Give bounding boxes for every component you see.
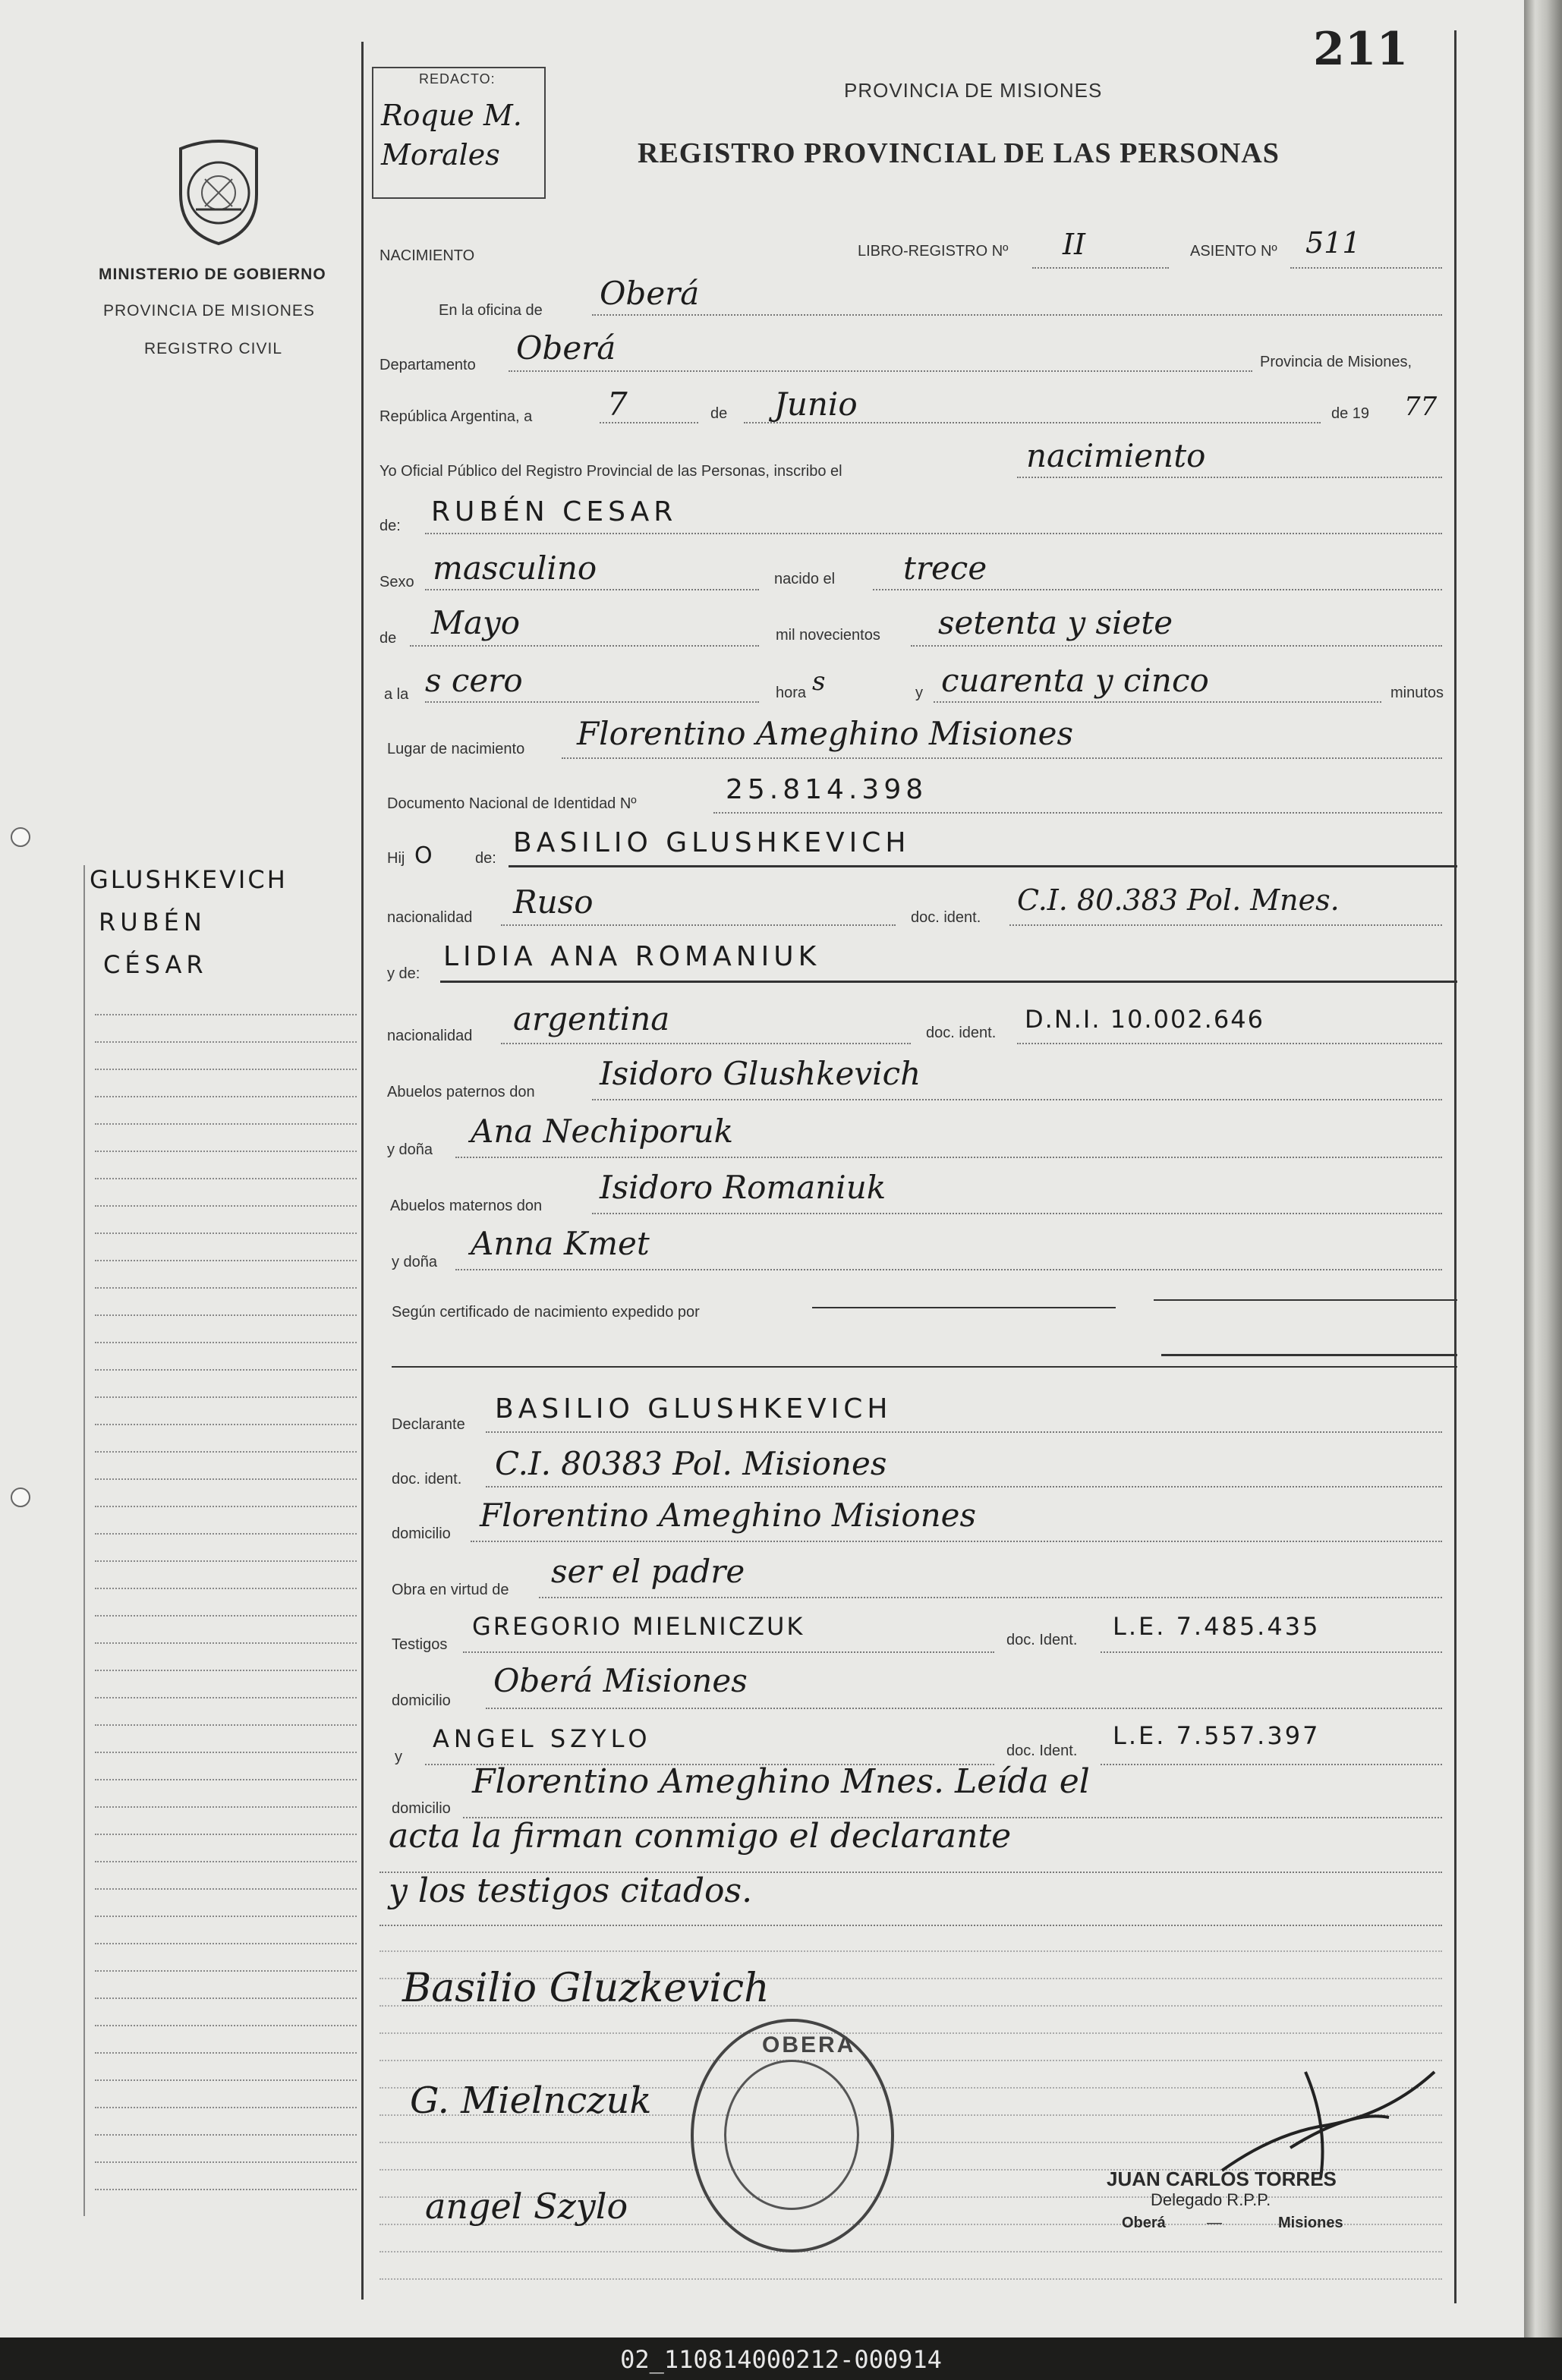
- margin-ruled-line: [95, 2052, 357, 2054]
- domicilio3-label: domicilio: [392, 1800, 451, 1817]
- domicilio1-label: domicilio: [392, 1525, 451, 1542]
- margin-ruled-line: [95, 1151, 357, 1152]
- dia-value: 7: [607, 386, 628, 423]
- continuation-line-1: acta la firman conmigo el declarante: [389, 1817, 1012, 1856]
- margin-ruled-line: [95, 1943, 357, 1944]
- provincia-suffix: Provincia de Misiones,: [1260, 354, 1412, 370]
- y2-label: y: [395, 1749, 402, 1765]
- de-mes-label: de: [379, 630, 397, 647]
- official-place-1: Oberá: [1122, 2215, 1166, 2231]
- ministry-province: PROVINCIA DE MISIONES: [103, 302, 315, 320]
- margin-ruled-line: [95, 1014, 357, 1015]
- declarante-value: BASILIO GLUSHKEVICH: [495, 1393, 893, 1425]
- dotted-line: [934, 701, 1381, 703]
- dotted-line: [539, 1597, 1442, 1598]
- domicilio1-value: Florentino Ameghino Misiones: [480, 1497, 977, 1534]
- oficina-value: Oberá: [600, 275, 700, 312]
- dotted-line: [501, 924, 896, 926]
- abuelos-paternos-label: Abuelos paternos don: [387, 1084, 535, 1100]
- asiento-label: ASIENTO Nº: [1190, 243, 1277, 260]
- nac2-value: argentina: [513, 1000, 670, 1037]
- margin-ruled-line: [95, 2161, 357, 2163]
- mil-value: setenta y siete: [938, 604, 1173, 641]
- redacto-value: Roque M. Morales: [381, 99, 522, 172]
- dotted-line: [592, 1099, 1442, 1100]
- mil-label: mil novecientos: [776, 627, 880, 644]
- doc2-label: doc. ident.: [926, 1025, 997, 1041]
- abuela-materna-value: Anna Kmet: [471, 1225, 650, 1262]
- y-label: y: [915, 685, 923, 701]
- y-de-label: y de:: [387, 965, 420, 982]
- margin-ruled-line: [95, 1834, 357, 1835]
- minutos-label: minutos: [1390, 685, 1444, 701]
- dotted-line: [425, 701, 759, 703]
- margin-left-rule: [83, 865, 85, 2216]
- declarante-label: Declarante: [392, 1416, 465, 1433]
- province-heading: PROVINCIA DE MISIONES: [844, 79, 1103, 102]
- margin-ruled-line: [95, 1287, 357, 1289]
- hora-value: s: [812, 666, 826, 697]
- a-la-label: a la: [384, 686, 409, 703]
- dotted-line: [471, 1541, 1442, 1542]
- de-label: de: [710, 405, 728, 422]
- dotted-line: [873, 589, 1442, 590]
- form-left-rule: [361, 42, 364, 2300]
- dotted-line: [713, 812, 1442, 814]
- redacto-label: REDACTO:: [419, 71, 496, 87]
- signature-ruled-line: [379, 2251, 1442, 2252]
- margin-ruled-line: [95, 1205, 357, 1207]
- dotted-line: [600, 422, 698, 423]
- margin-ruled-line: [95, 1888, 357, 1890]
- margin-ruled-line: [95, 1396, 357, 1398]
- margin-ruled-line: [95, 1041, 357, 1043]
- padre-value: BASILIO GLUSHKEVICH: [513, 827, 911, 858]
- doc4-value: L.E. 7.485.435: [1113, 1612, 1321, 1641]
- continuation-line-2: y los testigos citados.: [389, 1872, 753, 1910]
- signature-ruled-line: [379, 2032, 1442, 2034]
- dotted-line: [486, 1486, 1442, 1488]
- abuelo-paterno-value: Isidoro Glushkevich: [600, 1055, 921, 1092]
- dotted-line: [410, 645, 759, 647]
- dotted-line: [1009, 924, 1442, 926]
- nombre-label: de:: [379, 518, 401, 534]
- libro-label: LIBRO-REGISTRO Nº: [858, 243, 1009, 260]
- dotted-line: [455, 1157, 1442, 1158]
- a-la-value: s cero: [425, 662, 523, 699]
- signature-ruled-line: [379, 1950, 1442, 1952]
- nacido-value: trece: [903, 549, 987, 587]
- dotted-line: [486, 1431, 1442, 1433]
- dotted-line: [911, 645, 1442, 647]
- nacido-mes-value: Mayo: [431, 604, 521, 641]
- form-right-rule: [1454, 30, 1457, 2303]
- doc1-label: doc. ident.: [911, 909, 981, 926]
- margin-ruled-line: [95, 1697, 357, 1698]
- certificado-label: Según certificado de nacimiento expedido por: [392, 1304, 700, 1321]
- dotted-line: [425, 533, 1442, 534]
- image-caption: 02_110814000212-000914: [620, 2345, 942, 2374]
- margin-ruled-line: [95, 1096, 357, 1097]
- hijo-de-label: de:: [475, 850, 496, 867]
- dni-label: Documento Nacional de Identidad Nº: [387, 795, 637, 812]
- testigo2-value: ANGEL SZYLO: [433, 1724, 652, 1753]
- margin-ruled-line: [95, 1642, 357, 1644]
- dotted-line: [592, 1213, 1442, 1214]
- margin-ruled-line: [95, 1369, 357, 1371]
- official-stamp: [691, 2019, 894, 2252]
- republica-label: República Argentina, a: [379, 408, 533, 425]
- domicilio2-label: domicilio: [392, 1692, 451, 1709]
- margin-ruled-line: [95, 1451, 357, 1453]
- signature-declarante: Basilio Gluzkevich: [402, 1966, 770, 2011]
- libro-value: II: [1063, 228, 1086, 261]
- margin-ruled-line: [95, 1970, 357, 1972]
- nombre-value: RUBÉN CESAR: [431, 496, 678, 527]
- margin-ruled-line: [95, 1232, 357, 1234]
- nac1-label: nacionalidad: [387, 909, 473, 926]
- obra-value: ser el padre: [551, 1553, 745, 1590]
- margin-ruled-line: [95, 1123, 357, 1125]
- sexo-label: Sexo: [379, 574, 414, 590]
- punch-hole: [11, 1488, 30, 1507]
- stamp-text: OBERA: [762, 2032, 856, 2057]
- official-signature-scrawl: [1214, 2042, 1442, 2186]
- anio-value: 77: [1404, 392, 1438, 422]
- margin-ruled-line: [95, 2025, 357, 2026]
- hora-label: hora: [776, 685, 807, 701]
- mes-value: Junio: [774, 386, 858, 423]
- margin-ruled-line: [95, 1861, 357, 1862]
- registry-title: REGISTRO PROVINCIAL DE LAS PERSONAS: [638, 137, 1280, 169]
- margin-ruled-line: [95, 1342, 357, 1343]
- oficina-label: En la oficina de: [439, 302, 543, 319]
- obra-label: Obra en virtud de: [392, 1582, 509, 1598]
- margin-ruled-line: [95, 2079, 357, 2081]
- doc2-value: D.N.I. 10.002.646: [1025, 1005, 1264, 1034]
- margin-ruled-line: [95, 1560, 357, 1562]
- margin-ruled-line: [95, 1752, 357, 1753]
- margin-ruled-line: [95, 1533, 357, 1535]
- dotted-line: [1290, 267, 1442, 269]
- testigo1-value: GREGORIO MIELNICZUK: [472, 1612, 805, 1641]
- punch-hole: [11, 827, 30, 847]
- doc4-label: doc. Ident.: [1006, 1632, 1078, 1648]
- dotted-line: [1101, 1651, 1442, 1653]
- margin-ruled-line: [95, 2189, 357, 2190]
- lugar-label: Lugar de nacimiento: [387, 741, 525, 757]
- dotted-line: [463, 1651, 994, 1653]
- stamp-inner-ring: [724, 2060, 859, 2210]
- doc5-value: L.E. 7.557.397: [1113, 1721, 1321, 1750]
- y-dona-label: y doña: [387, 1141, 433, 1158]
- signature-ruled-line: [379, 2278, 1442, 2280]
- margin-ruled-line: [95, 1506, 357, 1507]
- margin-ruled-line: [95, 1069, 357, 1070]
- nac1-value: Ruso: [513, 883, 594, 921]
- margin-ruled-line: [95, 1916, 357, 1917]
- departamento-label: Departamento: [379, 357, 476, 373]
- doc5-label: doc. Ident.: [1006, 1742, 1078, 1759]
- solid-line: [1161, 1354, 1457, 1356]
- record-type: NACIMIENTO: [379, 247, 475, 264]
- dotted-line: [425, 589, 759, 590]
- margin-ruled-line: [95, 1260, 357, 1261]
- margin-name2: CÉSAR: [103, 950, 208, 979]
- oficial-text: Yo Oficial Público del Registro Provincial de las Personas, inscribo el: [379, 463, 842, 480]
- margin-ruled-line: [95, 1806, 357, 1808]
- signature-testigo-1: G. Mielnczuk: [410, 2079, 652, 2122]
- civil-registry: REGISTRO CIVIL: [144, 340, 283, 357]
- asiento-value: 511: [1305, 226, 1361, 260]
- anio-label: de 19: [1331, 405, 1370, 422]
- coat-of-arms-seal: [165, 134, 272, 247]
- dotted-line: [486, 1708, 1442, 1709]
- domicilio3-value: Florentino Ameghino Mnes. Leída el: [472, 1762, 1090, 1801]
- margin-ruled-line: [95, 1724, 357, 1726]
- dotted-line: [501, 1043, 911, 1044]
- dotted-line: [1017, 477, 1442, 478]
- margin-ruled-line: [95, 1314, 357, 1316]
- official-name: JUAN CARLOS TORRES: [1107, 2168, 1337, 2190]
- dotted-line: [1017, 1043, 1442, 1044]
- margin-ruled-line: [95, 1615, 357, 1617]
- dni-value: 25.814.398: [726, 774, 928, 805]
- y-dona2-label: y doña: [392, 1254, 438, 1270]
- lugar-value: Florentino Ameghino Misiones: [577, 715, 1074, 752]
- dotted-line: [744, 422, 1321, 423]
- domicilio2-value: Oberá Misiones: [493, 1662, 748, 1699]
- margin-ruled-line: [95, 1478, 357, 1480]
- solid-line: [1154, 1299, 1457, 1301]
- dotted-line: [379, 1925, 1442, 1926]
- solid-line: [509, 865, 1457, 867]
- doc3-label: doc. ident.: [392, 1471, 462, 1488]
- solid-line: [392, 1366, 1457, 1368]
- dotted-line: [1101, 1764, 1442, 1765]
- official-place-2: Misiones: [1278, 2215, 1343, 2231]
- page-stack-edge: [1524, 0, 1562, 2338]
- margin-ruled-line: [95, 1998, 357, 1999]
- hijo-suffix: O: [414, 842, 437, 869]
- abuela-paterna-value: Ana Nechiporuk: [471, 1113, 734, 1150]
- hijo-label: Hij: [387, 850, 405, 867]
- ministry-name: MINISTERIO DE GOBIERNO: [99, 266, 326, 283]
- solid-line: [812, 1307, 1116, 1308]
- redacto-box: [372, 67, 546, 199]
- minutos-value: cuarenta y cinco: [941, 662, 1209, 699]
- signature-testigo-2: angel Szylo: [425, 2186, 628, 2227]
- solid-line: [440, 981, 1457, 983]
- abuelo-materno-value: Isidoro Romaniuk: [600, 1169, 886, 1206]
- madre-value: LIDIA ANA ROMANIUK: [443, 941, 821, 972]
- margin-ruled-line: [95, 1424, 357, 1425]
- testigos-label: Testigos: [392, 1636, 448, 1653]
- margin-ruled-line: [95, 2107, 357, 2108]
- departamento-value: Oberá: [516, 329, 616, 367]
- margin-ruled-line: [95, 2134, 357, 2136]
- margin-ruled-line: [95, 1588, 357, 1589]
- margin-name1: RUBÉN: [99, 908, 206, 937]
- nac2-label: nacionalidad: [387, 1028, 473, 1044]
- dotted-line: [592, 314, 1442, 316]
- margin-surname: GLUSHKEVICH: [90, 865, 288, 894]
- nacido-label: nacido el: [774, 571, 836, 587]
- official-dash: —: [1207, 2215, 1222, 2231]
- official-title: Delegado R.P.P.: [1151, 2190, 1271, 2209]
- margin-ruled-line: [95, 1178, 357, 1179]
- folio-number: 211: [1313, 23, 1409, 76]
- abuelos-maternos-label: Abuelos maternos don: [390, 1198, 543, 1214]
- margin-ruled-line: [95, 1779, 357, 1780]
- inscribo-value: nacimiento: [1026, 437, 1206, 474]
- dotted-line: [562, 757, 1442, 759]
- doc3-value: C.I. 80383 Pol. Misiones: [495, 1445, 887, 1482]
- dotted-line: [509, 370, 1252, 372]
- dotted-line: [455, 1269, 1442, 1270]
- margin-ruled-line: [95, 1670, 357, 1671]
- doc1-value: C.I. 80.383 Pol. Mnes.: [1017, 883, 1340, 917]
- sexo-value: masculino: [433, 549, 597, 587]
- dotted-line: [1032, 267, 1169, 269]
